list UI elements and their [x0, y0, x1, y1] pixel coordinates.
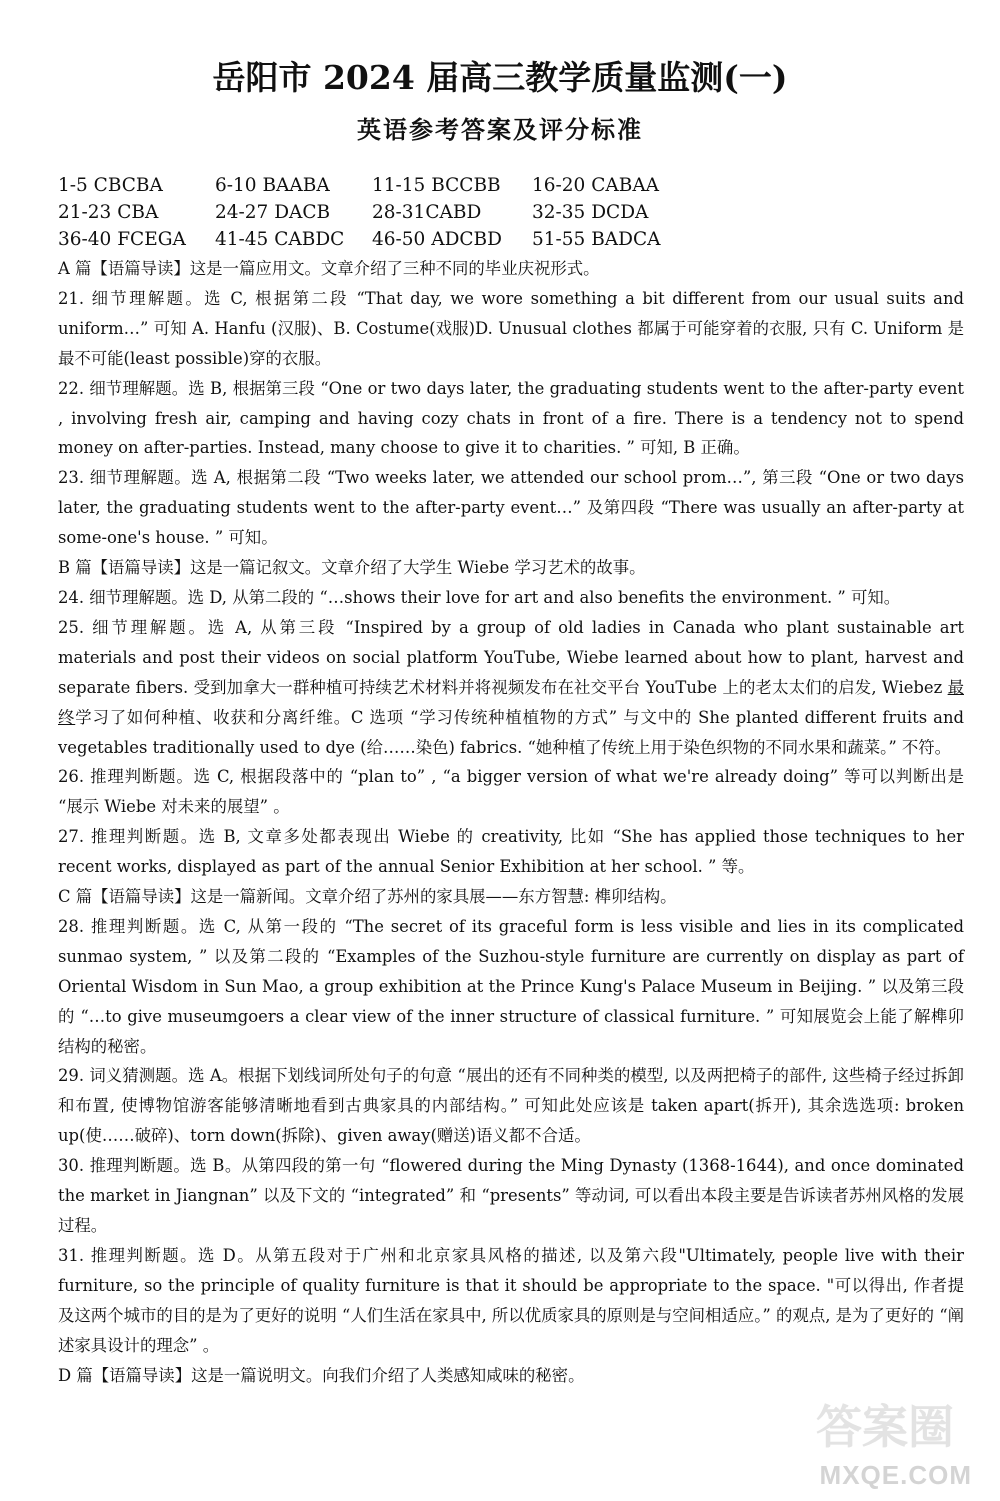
- watermark: [792, 1400, 982, 1495]
- answer-cell: 51-55 BADCA: [532, 229, 661, 250]
- answer-cell: 46-50 ADCBD: [372, 229, 502, 250]
- underlined-word: 最终: [58, 677, 964, 727]
- question-30: 30. 推理判断题。选 B。从第四段的第一句 “flowered during the Ming Dynasty (1368-1644), and once dominated the market in Jiangnan” 以及下文的 “integrated” 和 “presents” 等动词, 可以看出本段主要是告诉读者苏州风格的发展过程。: [58, 1156, 964, 1235]
- answer-cell: 16-20 CABAA: [532, 175, 660, 196]
- answer-cell: 36-40 FCEGA: [58, 229, 186, 250]
- question-24: 24. 细节理解题。选 D, 从第二段的 “…shows their love for art and also benefits the environment. ” 可知。: [58, 587, 901, 607]
- watermark-logo: 答案圈: [816, 1400, 954, 1454]
- question-29: 29. 词义猜测题。选 A。根据下划线词所处句子的句意 “展出的还有不同种类的模型, 以及两把椅子的部件, 这些椅子经过拆卸和布置, 使博物馆游客能够清晰地看到古典家具的内部结构。” 可知此处应该是 taken apart(拆开), 其余选选项: broken up(使……破碎)、torn down(拆除)、given away(赠送)语义都不合适。: [58, 1066, 964, 1146]
- answer-cell: 11-15 BCCBB: [372, 175, 501, 196]
- question-25: [58, 613, 964, 763]
- page-title: 岳阳市 2024 届高三教学质量监测(一): [212, 58, 788, 97]
- answer-cell: 24-27 DACB: [215, 202, 331, 223]
- answer-cell: 6-10 BAABA: [215, 175, 330, 196]
- question-28: 28. 推理判断题。选 C, 从第一段的 “The secret of its graceful form is less visible and lies in its complicated sunmao system, ” 以及第二段的 “Examples of the Suzhou-style furniture are currently on display as part of Oriental Wisdom in Sun Mao, a group exhibition at the Prince Kung's Palace Museum in Beijing. ” 以及第三段的 “…to give museumgoers a clear view of the inner structure of classical furniture. ” 可知展览会上能了解榫卯结构的秘密。: [58, 916, 964, 1056]
- question-21: 21. 细节理解题。选 C, 根据第二段 “That day, we wore something a bit different from our usual suits and uniform…” 可知 A. Hanfu (汉服)、B. Costume(戏服)D. Unusual clothes 都属于可能穿着的衣服, 只有 C. Uniform 是最不可能(least possible)穿的衣服。: [58, 288, 964, 368]
- answer-cell: 21-23 CBA: [58, 202, 159, 223]
- passage-a-intro: A 篇【语篇导读】这是一篇应用文。文章介绍了三种不同的毕业庆祝形式。: [58, 259, 600, 278]
- passage-d-intro: D 篇【语篇导读】这是一篇说明文。向我们介绍了人类感知咸味的秘密。: [58, 1365, 585, 1385]
- passage-b-intro: B 篇【语篇导读】这是一篇记叙文。文章介绍了大学生 Wiebe 学习艺术的故事。: [58, 558, 646, 578]
- answer-cell: 32-35 DCDA: [532, 202, 649, 223]
- watermark-site: MXQE.COM: [819, 1460, 972, 1490]
- answer-row: [58, 226, 978, 253]
- answer-cell: 28-31CABD: [372, 202, 482, 223]
- answer-row: [58, 199, 978, 226]
- question-25-text-a: 25. 细节理解题。选 A, 从第三段 “Inspired by a group of old ladies in Canada who plant sustainable art materials and post their videos on social platform YouTube, Wiebe learned about how to plant, harvest and separate fibers. 受到加拿大一群种植可持续艺术材料并将视频发布在社交平台 YouTube 上的老太太们的启发, Wiebez: [58, 617, 964, 697]
- question-23: 23. 细节理解题。选 A, 根据第二段 “Two weeks later, we attended our school prom…”, 第三段 “One or two days later, the graduating students went to the after-party event…” 及第四段 “There was usually an after-party at some-one's house. ” 可知。: [58, 468, 964, 548]
- question-22: 22. 细节理解题。选 B, 根据第三段 “One or two days later, the graduating students went to the after-party event , involving fresh air, camping and having cozy chats in front of a fire. There is a tendency not to spend money on after-parties. Instead, many choose to give it to charities. ” 可知, B 正确。: [58, 378, 964, 458]
- explanation-body: [58, 254, 964, 1390]
- question-27: 27. 推理判断题。选 B, 文章多处都表现出 Wiebe 的 creativity, 比如 “She has applied those techniques to her recent works, displayed as part of the annual Senior Exhibition at her school. ” 等。: [58, 827, 964, 877]
- answer-cell: 1-5 CBCBA: [58, 175, 163, 196]
- answer-cell: 41-45 CABDC: [215, 229, 345, 250]
- answer-grid: [58, 172, 978, 253]
- page-subtitle: 英语参考答案及评分标准: [357, 115, 643, 144]
- question-31: 31. 推理判断题。选 D。从第五段对于广州和北京家具风格的描述, 以及第六段"Ultimately, people live with their furniture, so the principle of quality furniture is that it should be appropriate to the space. "可以得出, 作者提及这两个城市的目的是为了更好的说明 “人们生活在家具中, 所以优质家具的原则是与空间相适应。” 的观点, 是为了更好的 “阐述家具设计的理念” 。: [58, 1245, 964, 1355]
- answer-row: [58, 172, 978, 199]
- question-26: 26. 推理判断题。选 C, 根据段落中的 “plan to” , “a bigger version of what we're already doing” 等可以判断出是 “展示 Wiebe 对未来的展望” 。: [58, 767, 964, 817]
- question-25-text-b: 学习了如何种植、收获和分离纤维。C 选项 “学习传统种植植物的方式” 与文中的 She planted different fruits and vegetables traditionally used to dye (给……染色) fabrics. “她种植了传统上用于染色织物的不同水果和蔬菜。” 不符。: [58, 707, 964, 757]
- passage-c-intro: C 篇【语篇导读】这是一篇新闻。文章介绍了苏州的家具展——东方智慧: 榫卯结构。: [58, 887, 677, 907]
